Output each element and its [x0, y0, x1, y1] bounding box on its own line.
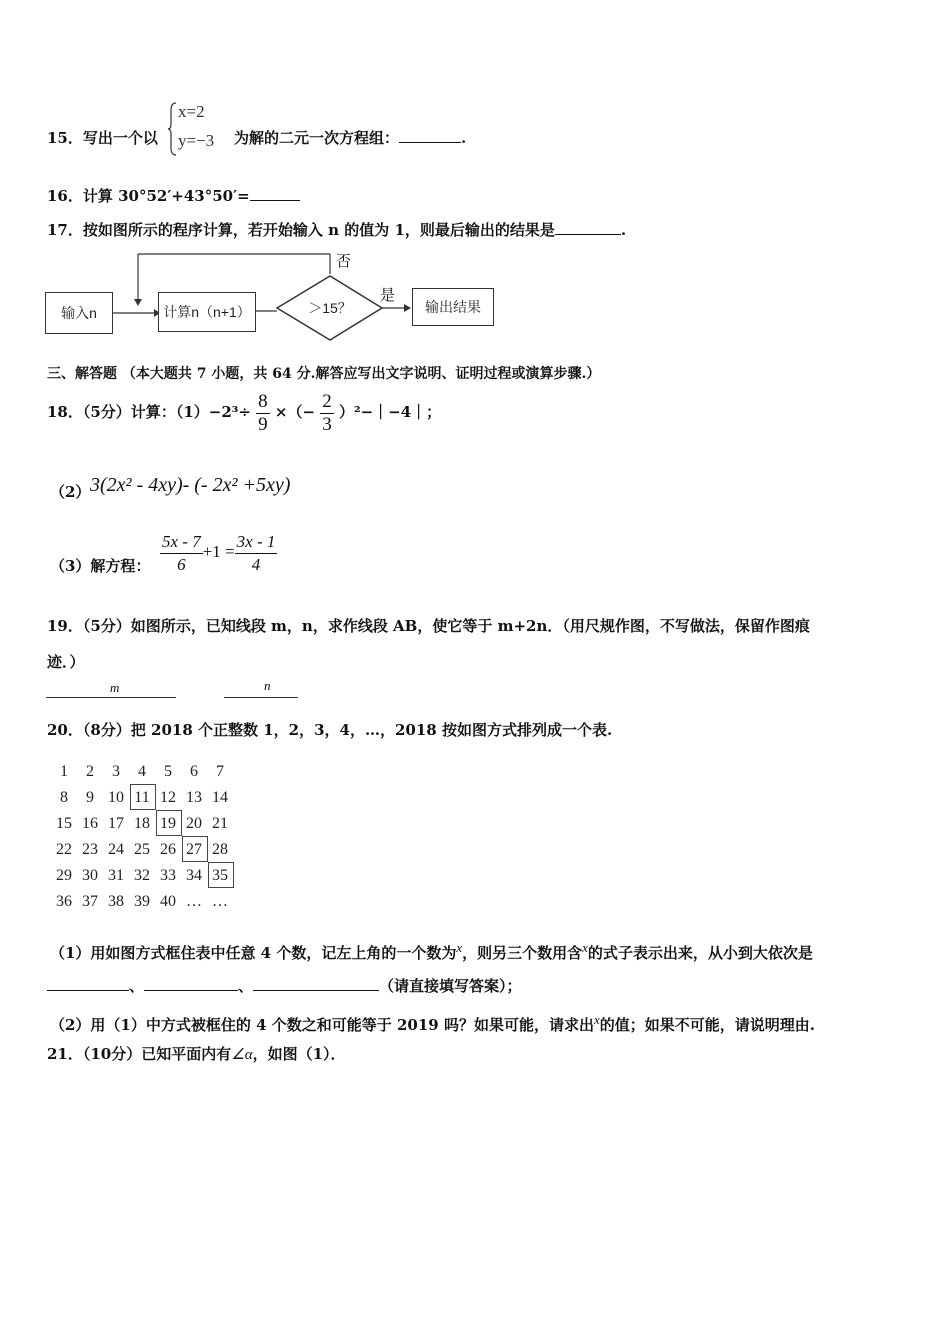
table-cell: 4	[138, 763, 146, 780]
q18-score: （5分）计算：	[82, 403, 176, 421]
table-cell: 9	[86, 789, 94, 806]
table-cell: 14	[212, 789, 228, 806]
segment-n	[224, 697, 298, 698]
table-cell: 31	[108, 867, 124, 884]
table-cell: 32	[134, 867, 150, 884]
table-cell: 23	[82, 841, 98, 858]
fraction-3x-1: $\frac{3x - 1}{4}$	[236, 531, 276, 574]
flow-output-box: 输出结果	[412, 288, 494, 326]
q18-p1-c: ）²−｜−4｜；	[339, 403, 442, 421]
table-cell: 10	[108, 789, 124, 806]
q15-line-2	[234, 128, 466, 148]
segment-n-label: n	[264, 678, 271, 693]
brace-icon	[168, 102, 178, 156]
table-cell: 24	[108, 841, 124, 858]
answer-blank[interactable]	[555, 220, 621, 235]
table-cell: 2	[86, 763, 94, 780]
q18-p1-a: −2³÷	[208, 403, 251, 421]
answer-blank[interactable]	[47, 976, 129, 991]
q19-text-1: （5分）如图所示，已知线段 m，n，求作线段 AB，使它等于 m+2n．（用尺规作图，不写做法，保留作图痕	[82, 617, 810, 635]
q21-text-a: （10分）已知平面内有	[82, 1045, 232, 1063]
table-cell: 6	[190, 763, 198, 780]
table-cell: 17	[108, 815, 124, 832]
table-cell: 15	[56, 815, 72, 832]
table-cell: 20	[186, 815, 202, 832]
q21-line	[47, 1044, 346, 1065]
separator-1: 、	[129, 977, 145, 995]
section-note: （本大题共 7 小题，共 64 分.解答应写出文字说明、证明过程或演算步骤.）	[121, 366, 601, 382]
q21-number: 21．	[47, 1045, 83, 1063]
q17-line	[47, 220, 626, 240]
q15-number: 15．	[47, 129, 83, 147]
table-cell: …	[212, 893, 228, 910]
section-heading	[47, 364, 600, 384]
flow-input-box: 输入n	[45, 292, 113, 334]
var-x: x	[456, 940, 463, 955]
table-cell: 3	[112, 763, 120, 780]
table-cell: 37	[82, 893, 98, 910]
table-cell: 39	[134, 893, 150, 910]
q20-p1-blanks	[47, 976, 522, 996]
q21-text-b: ，如图（1）．	[252, 1045, 346, 1063]
table-cell: 33	[160, 867, 176, 884]
q16-line	[47, 186, 300, 206]
answer-blank[interactable]	[399, 128, 461, 143]
table-cell: …	[186, 893, 202, 910]
q15-end: .	[461, 129, 467, 147]
q20-p2-a: （2）用（1）中方式被框住的 4 个数之和可能等于 2019 吗？如果可能，请求出	[50, 1016, 594, 1034]
var-x: x	[593, 1012, 600, 1027]
q18-p3-label: （3）解方程：	[50, 557, 151, 575]
fraction-2-3: $\frac{2}{3}$	[322, 390, 332, 435]
answer-blank[interactable]	[144, 976, 238, 991]
flow-condition: ＞15？	[308, 300, 352, 316]
equation-2: y=−3	[178, 131, 215, 150]
table-cell: 16	[82, 815, 98, 832]
q19-number: 19．	[47, 617, 83, 635]
table-cell: 28	[212, 841, 228, 858]
q20-p2-b: 的值；如果不可能，请说明理由.	[599, 1016, 815, 1034]
q15-text-b: 为解的二元一次方程组：	[234, 129, 400, 147]
q20-p1-a: （1）用如图方式框住表中任意 4 个数，记左上角的一个数为	[50, 944, 457, 962]
table-cell: 36	[56, 893, 72, 910]
number-table	[52, 760, 252, 910]
table-cell: 29	[56, 867, 72, 884]
q18-line	[47, 388, 441, 436]
q20-p1-f: （请直接填写答案）；	[379, 977, 522, 995]
angle-alpha: ∠α	[231, 1047, 253, 1063]
q20-p1-b: ，则另三个数用含	[462, 944, 583, 962]
flow-yes-label: 是	[380, 286, 396, 304]
q20-p1-line	[50, 938, 813, 963]
q20-number: 20．	[47, 721, 83, 739]
table-cell: 12	[160, 789, 176, 806]
table-cell: 19	[160, 815, 176, 832]
equation-system	[168, 100, 232, 156]
q18-number: 18．	[47, 403, 83, 421]
table-cell: 40	[160, 893, 176, 910]
table-cell: 26	[160, 841, 176, 858]
table-cell: 11	[134, 789, 150, 806]
table-cell: 25	[134, 841, 150, 858]
var-x: x	[582, 940, 588, 955]
q18-p1-b: ×（−	[274, 403, 316, 421]
q18-p3-mid: +1 =	[202, 542, 235, 561]
answer-blank[interactable]	[253, 976, 379, 991]
flow-no-label: 否	[336, 252, 352, 270]
q19-line	[47, 616, 810, 636]
flowchart	[40, 244, 510, 344]
table-cell: 5	[164, 763, 172, 780]
table-cell: 1	[60, 763, 68, 780]
table-cell: 30	[82, 867, 98, 884]
equation-1: x=2	[178, 102, 205, 121]
q18-p2	[50, 482, 90, 502]
table-cell: 18	[134, 815, 150, 832]
q15-text-a: 写出一个以	[82, 129, 158, 147]
segment-m-label: m	[110, 680, 120, 695]
q20-line	[47, 720, 612, 740]
q17-text: 按如图所示的程序计算，若开始输入 n 的值为 1，则最后输出的结果是	[82, 221, 555, 239]
q18-p3-equation	[160, 528, 277, 576]
fraction-8-9: $\frac{8}{9}$	[258, 390, 268, 435]
table-cell: 38	[108, 893, 124, 910]
separator-2: 、	[238, 977, 254, 995]
q20-p2-line	[50, 1010, 815, 1035]
flow-compute-box: 计算n（n+1）	[158, 292, 256, 332]
table-cell: 34	[186, 867, 202, 884]
q20-text: （8分）把 2018 个正整数 1，2，3，4，…，2018 按如图方式排列成一个表.	[82, 721, 613, 739]
q17-number: 17．	[47, 221, 83, 239]
segment-m	[46, 697, 176, 698]
q15-line	[47, 128, 158, 148]
table-cell: 22	[56, 841, 72, 858]
answer-blank[interactable]	[250, 186, 300, 201]
q16-number: 16．	[47, 187, 83, 205]
table-cell: 7	[216, 763, 224, 780]
q19-text-2: 迹．）	[47, 653, 85, 671]
q20-p1-c: 的式子表示出来，从小到大依次是	[587, 944, 813, 962]
table-cell: 8	[60, 789, 68, 806]
q18-p2-label: （2）	[50, 483, 91, 501]
section-title: 三、解答题	[47, 366, 117, 382]
q18-p2-expression: 3(2x² - 4xy)- (- 2x² +5xy)	[90, 474, 291, 496]
q17-end: .	[620, 221, 627, 239]
table-cell: 13	[186, 789, 202, 806]
q16-text: 计算 30°52′+43°50′=	[82, 187, 250, 205]
q18-p1-label: （1）	[175, 403, 209, 421]
table-cell: 35	[212, 867, 228, 884]
table-cell: 21	[212, 815, 228, 832]
table-cell: 27	[186, 841, 202, 858]
fraction-5x-7: $\frac{5x - 7}{6}$	[162, 531, 201, 574]
